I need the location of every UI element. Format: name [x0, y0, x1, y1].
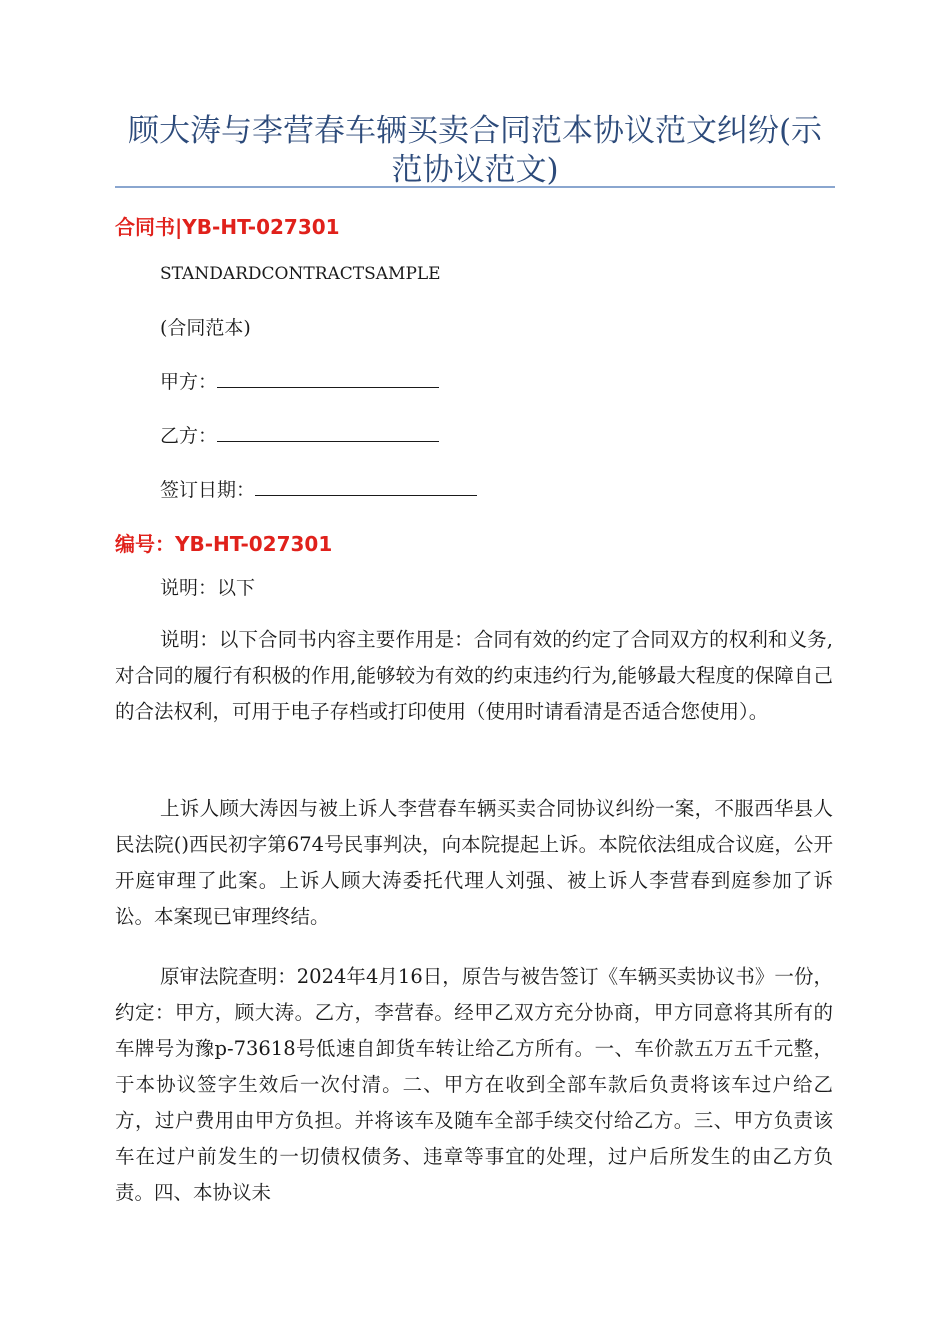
party-a-blank	[217, 369, 439, 388]
document-title: 顾大涛与李营春车辆买卖合同范本协议范文纠纷(示范协议范文)	[127, 113, 823, 188]
sample-note: (合同范本)	[160, 317, 251, 339]
sign-date-row	[160, 477, 477, 503]
sign-date-blank	[255, 477, 477, 496]
party-b-blank	[217, 423, 439, 442]
party-a-row	[160, 369, 439, 395]
note-short: 说明：以下	[160, 577, 256, 599]
paragraph-facts: 原审法院查明：2024年4月16日，原告与被告签订《车辆买卖协议书》一份，约定：甲方，顾大涛。乙方，李营春。经甲乙双方充分协商，甲方同意将其所有的车牌号为豫p-73618号低速自卸货车转让给乙方所有。一、车价款五万五千元整，于本协议签字生效后一次付清。二、甲方在收到全部车款后负责将该车过户给乙方，过户费用由甲方负担。并将该车及随车全部手续交付给乙方。三、甲方负责该车在过户前发生的一切债权债务、违章等事宜的处理，过户后所发生的由乙方负责。四、本协议未	[115, 965, 833, 1204]
sign-date-label: 签订日期：	[160, 479, 256, 501]
party-a-label: 甲方：	[160, 371, 218, 393]
title-divider	[115, 186, 835, 188]
contract-heading: 合同书|YB-HT-027301	[115, 215, 340, 239]
paragraph-appeal: 上诉人顾大涛因与被上诉人李营春车辆买卖合同协议纠纷一案，不服西华县人民法院()西民初字第674号民事判决，向本院提起上诉。本院依法组成合议庭，公开开庭审理了此案。上诉人顾大涛委托代理人刘强、被上诉人李营春到庭参加了诉讼。本案现已审理终结。	[115, 797, 833, 928]
party-b-label: 乙方：	[160, 425, 218, 447]
party-b-row	[160, 423, 439, 449]
number-heading: 编号：YB-HT-027301	[115, 532, 333, 556]
standard-sample-text: STANDARDCONTRACTSAMPLE	[160, 264, 441, 284]
paragraph-description: 说明：以下合同书内容主要作用是：合同有效的约定了合同双方的权利和义务,对合同的履行有积极的作用,能够较为有效的约束违约行为,能够最大程度的保障自己的合法权利，可用于电子存档或打印使用（使用时请看清是否适合您使用）。	[115, 628, 833, 723]
